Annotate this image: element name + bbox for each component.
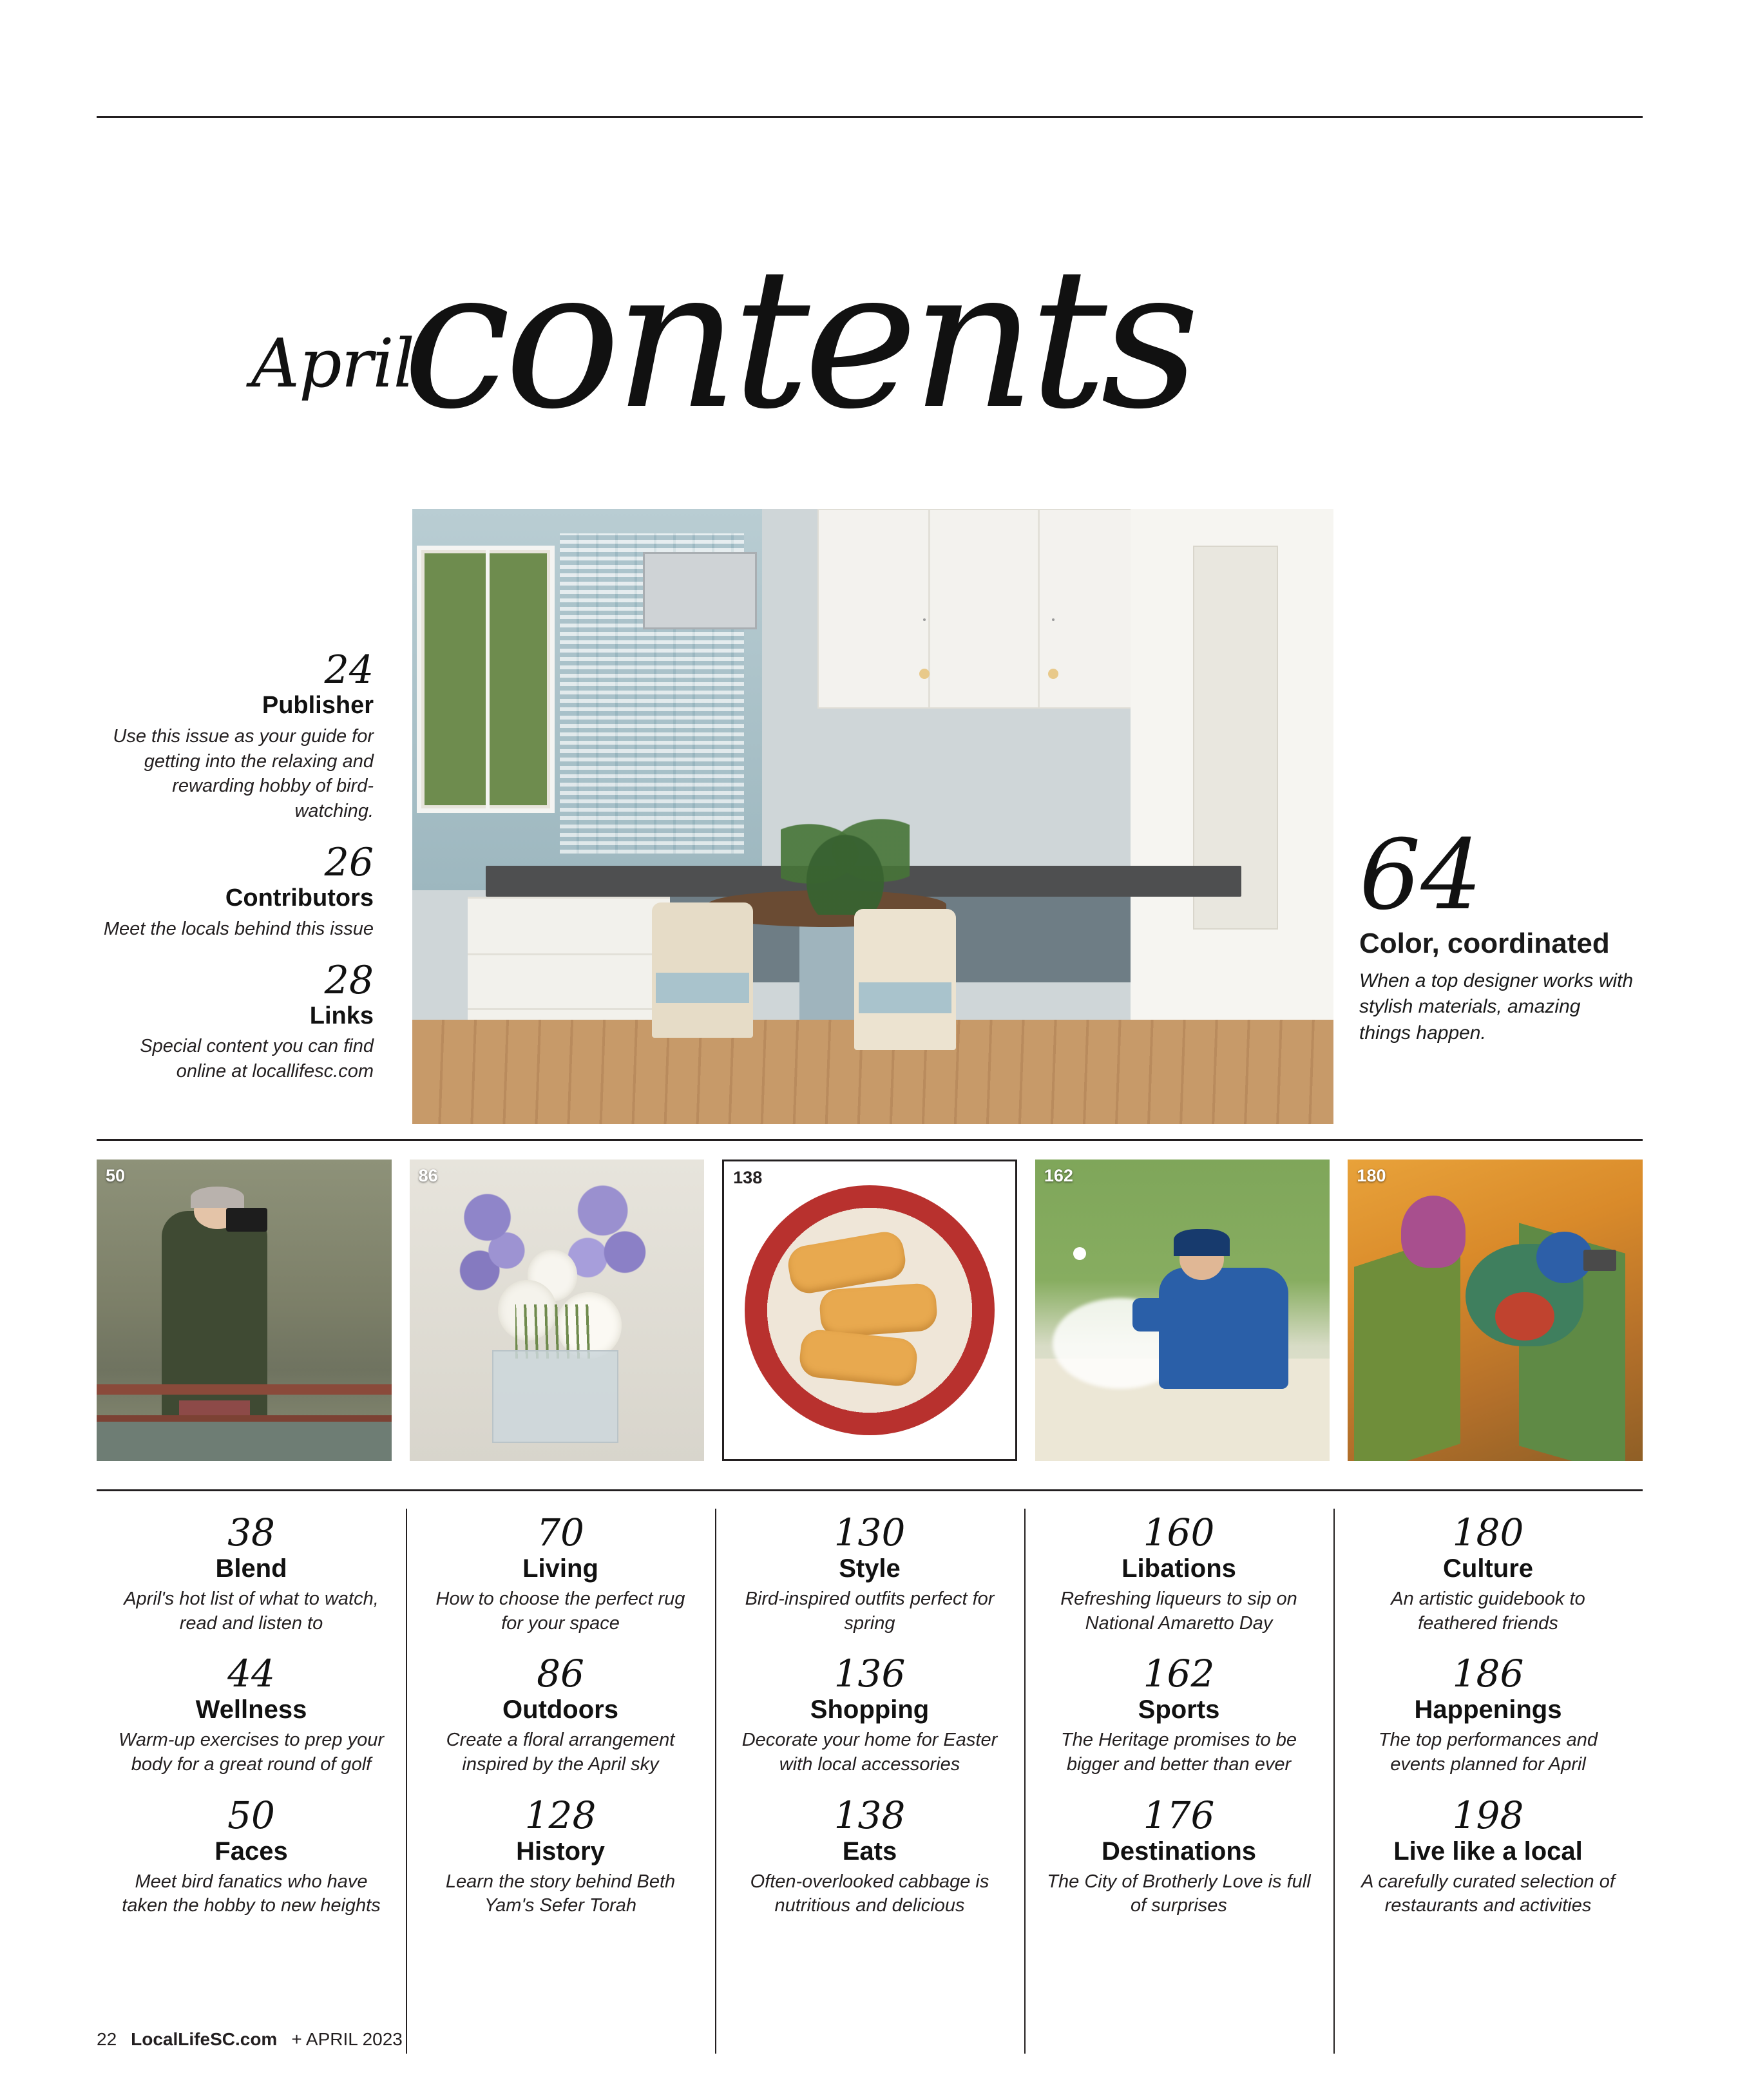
- thumbnail-page-number: 138: [733, 1168, 763, 1187]
- toc-page-number: 44: [227, 1652, 275, 1696]
- middle-divider-top: [97, 1139, 1643, 1141]
- masthead-word: contents: [402, 227, 1194, 452]
- toc-entry-description: The top performances and events planned for April: [1378, 1730, 1598, 1775]
- toc-entry-description: Meet the locals behind this issue: [103, 918, 374, 939]
- toc-entry[interactable]: [115, 1652, 388, 1777]
- toc-entry[interactable]: [733, 1511, 1006, 1636]
- toc-entry-title: Destinations: [1101, 1837, 1257, 1866]
- toc-entry-title: Contributors: [225, 884, 374, 912]
- toc-entry[interactable]: [1351, 1793, 1625, 1918]
- page-title: [97, 213, 1449, 452]
- toc-entry[interactable]: [1351, 1652, 1625, 1777]
- toc-entry[interactable]: [424, 1652, 697, 1777]
- toc-entry[interactable]: [733, 1793, 1006, 1918]
- toc-page-number: 138: [834, 1793, 906, 1837]
- toc-entry-title: Style: [839, 1554, 901, 1583]
- toc-page-number: 130: [834, 1511, 906, 1554]
- toc-page-number: 38: [227, 1511, 275, 1554]
- toc-entry-description: Meet bird fanatics who have taken the hobby to new heights: [122, 1871, 381, 1916]
- toc-page-number: 160: [1143, 1511, 1215, 1554]
- toc-entry-title: History: [516, 1837, 605, 1866]
- toc-entry-description: How to choose the perfect rug for your space: [435, 1589, 685, 1634]
- kitchen-interior-photo: [412, 509, 1333, 1124]
- toc-page-number: 176: [1143, 1793, 1215, 1837]
- toc-entry[interactable]: [115, 1511, 388, 1636]
- toc-entry[interactable]: [1042, 1652, 1315, 1777]
- toc-entry-title: Happenings: [1414, 1695, 1562, 1724]
- contents-column: [715, 1511, 1024, 2016]
- toc-entry[interactable]: [115, 1793, 388, 1918]
- middle-divider-bottom: [97, 1489, 1643, 1491]
- toc-entry-description: April's hot list of what to watch, read and listen to: [124, 1589, 379, 1634]
- footer-issue: + APRIL 2023: [291, 2029, 403, 2049]
- toc-entry[interactable]: [1042, 1511, 1315, 1636]
- toc-entry-title: Faces: [215, 1837, 288, 1866]
- thumbnail-page-number: 50: [106, 1166, 126, 1185]
- toc-page-number: 50: [227, 1793, 275, 1837]
- toc-entry[interactable]: [1351, 1511, 1625, 1636]
- kitchen-illustration: [412, 509, 1333, 1124]
- toc-entry[interactable]: [97, 647, 374, 824]
- toc-entry-title: Shopping: [810, 1695, 930, 1724]
- toc-feature-entry[interactable]: [1359, 819, 1636, 1046]
- toc-entry-title: Wellness: [195, 1695, 307, 1724]
- thumbnail-item[interactable]: [410, 1160, 705, 1461]
- footer-page-number: 22: [97, 2029, 117, 2049]
- thumbnail-strip: [97, 1160, 1643, 1469]
- toc-page-number: 186: [1452, 1652, 1524, 1696]
- toc-page-number: 162: [1143, 1652, 1215, 1696]
- top-divider: [97, 116, 1643, 118]
- contents-column: [97, 1511, 406, 2016]
- toc-entry[interactable]: [1042, 1793, 1315, 1918]
- feature-page-number: 64: [1359, 819, 1482, 931]
- toc-page-number: 180: [1452, 1511, 1524, 1554]
- hero-left-entries: [97, 647, 374, 1084]
- toc-entry-title: Outdoors: [502, 1695, 618, 1724]
- toc-entry-description: Often-overlooked cabbage is nutritious and delicious: [750, 1871, 989, 1916]
- toc-entry-title: Libations: [1122, 1554, 1236, 1583]
- toc-page-number: 28: [324, 957, 374, 1003]
- toc-entry-description: The Heritage promises to be bigger and better than ever: [1061, 1730, 1297, 1775]
- toc-entry-description: Bird-inspired outfits perfect for spring: [745, 1589, 995, 1634]
- toc-page-number: 26: [324, 840, 374, 886]
- toc-entry-description: Special content you can find online at locallifesc.com: [140, 1036, 374, 1082]
- thumbnail-item[interactable]: [1348, 1160, 1643, 1461]
- toc-entry-title: Publisher: [262, 692, 374, 719]
- toc-page-number: 198: [1452, 1793, 1524, 1837]
- toc-page-number: 136: [834, 1652, 906, 1696]
- toc-entry[interactable]: [97, 840, 374, 942]
- toc-entry[interactable]: [733, 1652, 1006, 1777]
- masthead-month: April: [251, 324, 414, 403]
- toc-page-number: 70: [537, 1511, 584, 1554]
- toc-entry-title: Sports: [1138, 1695, 1220, 1724]
- toc-entry-description: Decorate your home for Easter with local accessories: [741, 1730, 998, 1775]
- page-footer: [97, 2029, 1643, 2050]
- feature-description: When a top designer works with stylish materials, amazing things happen.: [1359, 970, 1634, 1044]
- thumbnail-page-number: 180: [1357, 1166, 1386, 1185]
- thumbnail-page-number: 86: [418, 1166, 438, 1185]
- toc-entry-description: Refreshing liqueurs to sip on National Amaretto Day: [1060, 1589, 1297, 1634]
- thumbnail-item[interactable]: [97, 1160, 392, 1461]
- footer-brand: LocalLifeSC.com: [131, 2029, 278, 2049]
- contents-column: [1024, 1511, 1333, 2016]
- contents-column: [406, 1511, 715, 2016]
- toc-entry-title: Eats: [842, 1837, 897, 1866]
- toc-entry-description: The City of Brotherly Love is full of surprises: [1047, 1871, 1311, 1916]
- contents-column: [1333, 1511, 1643, 2016]
- thumbnail-item[interactable]: [1035, 1160, 1330, 1461]
- toc-entry[interactable]: [424, 1793, 697, 1918]
- toc-entry-description: Warm-up exercises to prep your body for a great round of golf: [118, 1730, 385, 1775]
- toc-entry-title: Culture: [1443, 1554, 1533, 1583]
- toc-entry-description: Use this issue as your guide for getting into the relaxing and rewarding hobby of bird-watching.: [113, 725, 374, 822]
- toc-entry-title: Blend: [215, 1554, 287, 1583]
- toc-entry-title: Links: [309, 1002, 374, 1029]
- thumbnail-item[interactable]: [722, 1160, 1017, 1461]
- toc-entry-description: Create a floral arrangement inspired by the April sky: [446, 1730, 675, 1775]
- feature-title: Color, coordinated: [1359, 928, 1610, 959]
- contents-grid: [97, 1511, 1643, 2016]
- toc-entry-description: An artistic guidebook to feathered friends: [1391, 1589, 1585, 1634]
- toc-entry-description: Learn the story behind Beth Yam's Sefer Torah: [445, 1871, 676, 1916]
- thumbnail-page-number: 162: [1044, 1166, 1073, 1185]
- hero-section: [97, 509, 1643, 1127]
- toc-entry[interactable]: [424, 1511, 697, 1636]
- toc-page-number: 128: [524, 1793, 597, 1837]
- toc-page-number: 24: [324, 647, 374, 692]
- toc-entry[interactable]: [97, 957, 374, 1084]
- toc-entry-description: A carefully curated selection of restaurants and activities: [1361, 1871, 1615, 1916]
- toc-entry-title: Living: [522, 1554, 598, 1583]
- toc-entry-title: Live like a local: [1393, 1837, 1583, 1866]
- toc-page-number: 86: [537, 1652, 584, 1696]
